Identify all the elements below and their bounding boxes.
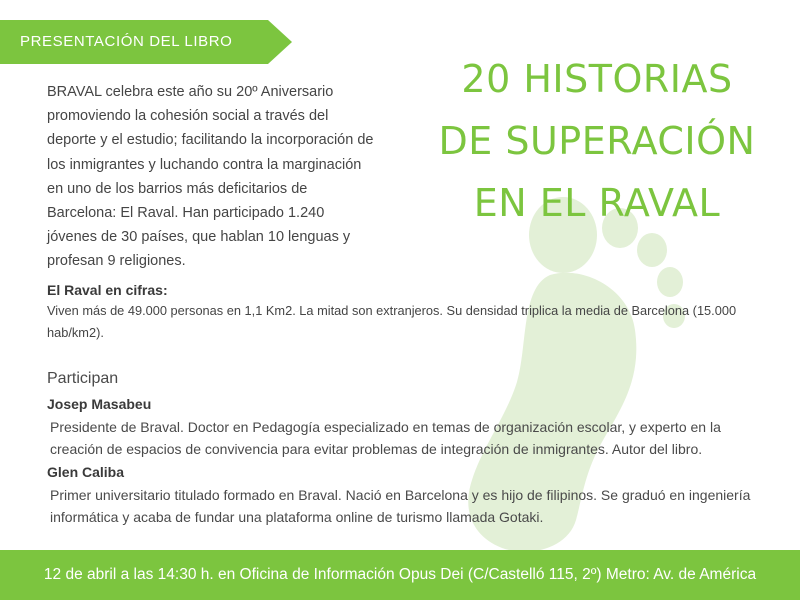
participant-description: Primer universitario titulado formado en Braval. Nació en Barcelona y es hijo de filipinos. Se graduó en ingeniería informática y acaba de fundar una plataforma online de turismo llamada Gotaki. (50, 487, 751, 525)
book-title (412, 48, 782, 234)
title-line-1: 20 HISTORIAS (461, 57, 733, 101)
section-banner (0, 20, 292, 64)
cifras-text: Viven más de 49.000 personas en 1,1 Km2. La mitad son extranjeros. Su densidad triplica la media de Barcelona (15.000 hab/km2). (47, 303, 737, 340)
event-details: 12 de abril a las 14:30 h. en Oficina de Información Opus Dei (C/Castelló 115, 2º) Metro: Av. de América (43, 566, 757, 583)
banner-label: PRESENTACIÓN DEL LIBRO (20, 33, 233, 50)
title-line-3: EN EL RAVAL (473, 181, 721, 225)
participant-description: Presidente de Braval. Doctor en Pedagogía especializado en temas de organización escolar, y experto en la creación de espacios de convivencia para evitar problemas de integración de inmigrantes. Autor del libro. (50, 419, 721, 457)
participant-name: Josep Masabeu (47, 396, 152, 412)
cifras-heading: El Raval en cifras: (47, 282, 168, 298)
participant-name: Glen Caliba (47, 464, 125, 480)
event-footer (0, 550, 800, 600)
title-line-2: DE SUPERACIÓN (438, 119, 756, 163)
participan-heading: Participan (47, 370, 119, 387)
intro-paragraph: BRAVAL celebra este año su 20º Aniversario promoviendo la cohesión social a través del deporte y el estudio; facilitando la incorporación de los inmigrantes y luchando contra la marginación en uno de los barrios más deficitarios de Barcelona: El Raval. Han participado 1.240 jóvenes de 30 países, que hablan 10 lenguas y profesan 9 religiones. (47, 84, 374, 270)
